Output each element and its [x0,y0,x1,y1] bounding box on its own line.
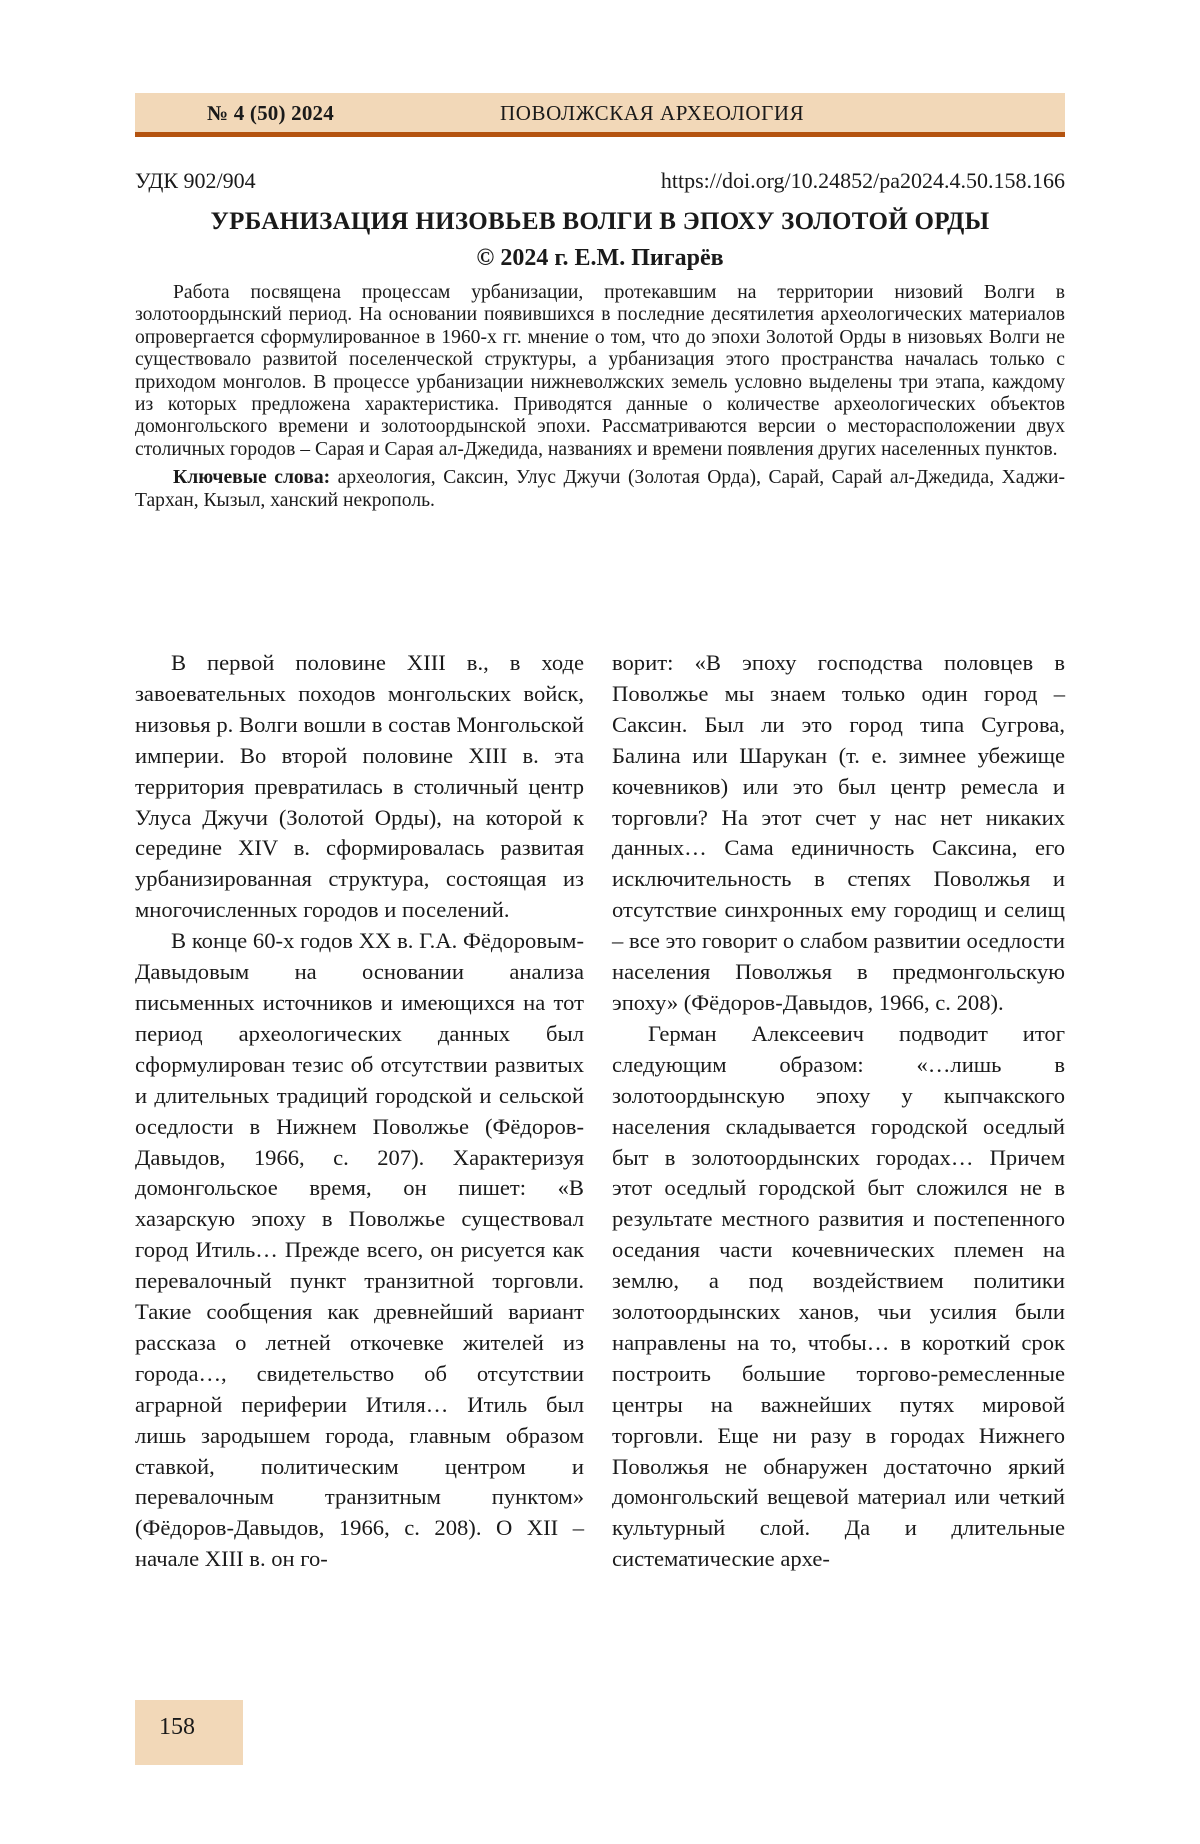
journal-title: ПОВОЛЖСКАЯ АРХЕОЛОГИЯ [500,101,805,125]
journal-header-bar [135,93,1065,137]
article-title: УРБАНИЗАЦИЯ НИЗОВЬЕВ ВОЛГИ В ЭПОХУ ЗОЛОТОЙ ОРДЫ [210,208,990,235]
keywords-label: Ключевые слова: [173,467,331,489]
keywords [135,467,1065,512]
paragraph: В первой половине XIII в., в ходе завоевательных походов монгольских войск, низовья р. Волги вошли в состав Монгольской империи. Во второй половине XIII в. эта территория превратилась в столичный центр Улуса Джучи (Золотой Орды), на которой к середине XIV в. сформировалась развитая урбанизированная структура, состоящая из многочисленных городов и поселений. [135,650,584,923]
page-number-box [135,1700,243,1765]
paragraph: Герман Алексеевич подводит итог следующим образом: «…лишь в золотоордынскую эпоху у кыпчакского населения складывается городской оседлый быт в золотоордынских городах… Причем этот оседлый городской быт сложился не в результате местного развития и постепенного оседания части кочевнических племен на землю, а под воздействием политики золотоордынских ханов, чьи усилия были направлены на то, чтобы… в короткий срок построить большие торгово-ремесленные центры на важнейших путях мировой торговли. Еще ни разу в городах Нижнего Поволжья не обнаружен достаточно яркий домонгольский вещевой материал или четкий культурный слой. Да и длительные систематические архе- [612,1020,1065,1572]
udk-code: УДК 902/904 [135,168,256,193]
body-column-right [612,648,1065,1575]
body-column-left [135,648,584,1575]
page-number: 158 [159,1714,195,1740]
keywords-list: археология, Саксин, Улус Джучи (Золотая Орда), Сарай, Сарай ал-Джедида, Хаджи-Тархан, Кызыл, ханский некрополь. [135,467,1065,511]
abstract-text: Работа посвящена процессам урбанизации, протекавшим на территории низовий Волги в золотоордынский период. На основании появившихся в последние десятилетия археологических материалов опровергается сформулированное в 1960-х гг. мнение о том, что до эпохи Золотой Орды в низовьях Волги не существовало развитой поселенческой структуры, а урбанизация этого пространства началась только с приходом монголов. В процессе урбанизации нижневолжских земель условно выделены три этапа, каждому из которых предложена характеристика. Приводятся данные о количестве археологических объектов домонгольского времени и золотоордынской эпохи. Рассматриваются версии о месторасположении двух столичных городов – Сарая и Сарая ал-Джедида, названиях и времени появления других населенных пунктов. [135,282,1065,460]
article-meta [135,168,1065,196]
author-line: © 2024 г. Е.М. Пигарёв [476,245,724,271]
paragraph: ворит: «В эпоху господства половцев в Поволжье мы знаем только один город – Саксин. Был ли это город типа Сугрова, Балина или Шарукан (т. е. зимнее убежище кочевников) или это был центр ремесла и торговли? На этот счет у нас нет никаких данных… Сама единичность Саксина, его исключительность в степях Поволжья и отсутствие синхронных ему городищ и селищ – все это говорит о слабом развитии оседлости населения Поволжья в предмонгольскую эпоху» (Фёдоров-Давыдов, 1966, с. 208). [612,650,1065,1015]
paragraph: В конце 60-х годов XX в. Г.А. Фёдоровым-Давыдовым на основании анализа письменных источников и имеющихся на тот период археологических данных был сформулирован тезис об отсутствии развитых и длительных традиций городской и сельской оседлости в Нижнем Поволжье (Фёдоров-Давыдов, 1966, с. 207). Характеризуя домонгольское время, он пишет: «В хазарскую эпоху в Поволжье существовал город Итиль… Прежде всего, он рисуется как перевалочный пункт транзитной торговли. Такие сообщения как древнейший вариант рассказа о летней откочевке жителей из города…, свидетельство об отсутствии аграрной периферии Итиля… Итиль был лишь зародышем города, главным образом ставкой, политическим центром и перевалочным транзитным пунктом» (Фёдоров-Давыдов, 1966, с. 208). О XII – начале XIII в. он го- [135,928,584,1572]
doi-link[interactable]: https://doi.org/10.24852/pa2024.4.50.158.166 [660,168,1065,193]
abstract [135,282,1065,512]
issue-number: № 4 (50) 2024 [207,101,334,125]
